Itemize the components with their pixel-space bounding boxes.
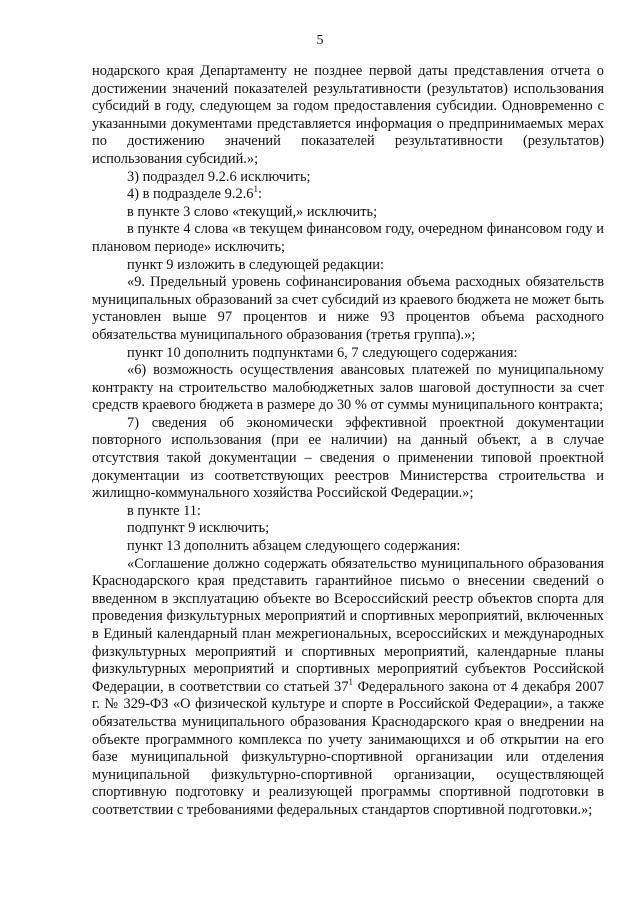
paragraph-13: пункт 13 дополнить абзацем следующего содержания:	[127, 538, 461, 555]
page-number: 5	[316, 33, 324, 48]
paragraph-12: подпункт 9 исключить;	[127, 520, 270, 537]
paragraph-2: 3) подраздел 9.2.6 исключить;	[127, 168, 311, 185]
paragraph-7: «9. Предельный уровень софинансирования объема расходных обязательств муниципальных образований за счет субсидий из краевого бюджета не может быть установлен выше 97 процентов и ниже 93 процентов объема расходного обязательства муниципального образования (третья группа).»;	[92, 274, 604, 343]
paragraph-6: пункт 9 изложить в следующей редакции:	[127, 256, 384, 273]
paragraph-14-text: «Соглашение должно содержать обязательство муниципального образования Краснодарского края представить гарантийное письмо о внесении сведений о введенном в эксплуатацию объекте во Всероссийский реестр объектов спорта для проведения физкультурных мероприятий и спортивных мероприятий, включенных в Единый календарный план межрегиональных, всероссийских и международных физкультурных мероприятий и спортивных мероприятий, календарные планы физкультурных мероприятий и спортивных мероприятий субъектов Российской Федерации, в соответствии со статьей 37	[92, 555, 604, 695]
paragraph-10: 7) сведения об экономически эффективной проектной документации повторного использования (при ее наличии) на данный объект, а в случае отсутствия такой документации – сведения о применении типовой проектной документации из соответствующих реестров Министерства строительства и жилищно-коммунального хозяйства Российской Федерации.»;	[92, 414, 604, 502]
paragraph-4: в пункте 3 слово «текущий,» исключить;	[127, 203, 378, 220]
paragraph-3-text: 4) в подразделе 9.2.6	[127, 186, 254, 203]
paragraph-5: в пункте 4 слова «в текущем финансовом году, очередном финансовом году и плановом периоде» исключить;	[92, 221, 604, 255]
paragraph-3-tail: :	[257, 186, 262, 203]
paragraph-3	[92, 186, 604, 204]
paragraph-11: в пункте 11:	[127, 502, 201, 519]
paragraph-14	[92, 556, 604, 820]
paragraph-3-superscript: 1	[253, 184, 258, 195]
paragraph-8: пункт 10 дополнить подпунктами 6, 7 следующего содержания:	[127, 344, 518, 361]
paragraph-14-tail: Федерального закона от 4 декабря 2007 г. № 329-ФЗ «О физической культуре и спорте в Российской Федерации», а также обязательства муниципального образования Краснодарского края о внедрении на объекте программного комплекса по учету занимающихся и об открытии на его базе муниципальной физкультурно-спортивной организации или отделения муниципальной физкультурно-спортивной организации, осуществляющей спортивную подготовку и реализующей программы спортивной подготовки в соответствии с требованиями федеральных стандартов спортивной подготовки.»;	[92, 678, 605, 818]
paragraph-14-superscript: 1	[348, 676, 354, 687]
paragraph-9: «6) возможность осуществления авансовых платежей по муниципальному контракту на строительство малобюджетных залов шаговой доступности за счет средств краевого бюджета в размере до 30 % от суммы муниципального контракта;	[92, 362, 604, 414]
paragraph-1: нодарского края Департаменту не позднее первой даты представления отчета о достижении значений показателей результативности (результатов) использования субсидий в году, следующем за годом предоставления субсидии. Одновременно с указанными документами представляется информация о предпринимаемых мерах по достижению значений показателей результативности (результатов) использования субсидий.»;	[92, 63, 604, 167]
document-body	[92, 63, 604, 820]
